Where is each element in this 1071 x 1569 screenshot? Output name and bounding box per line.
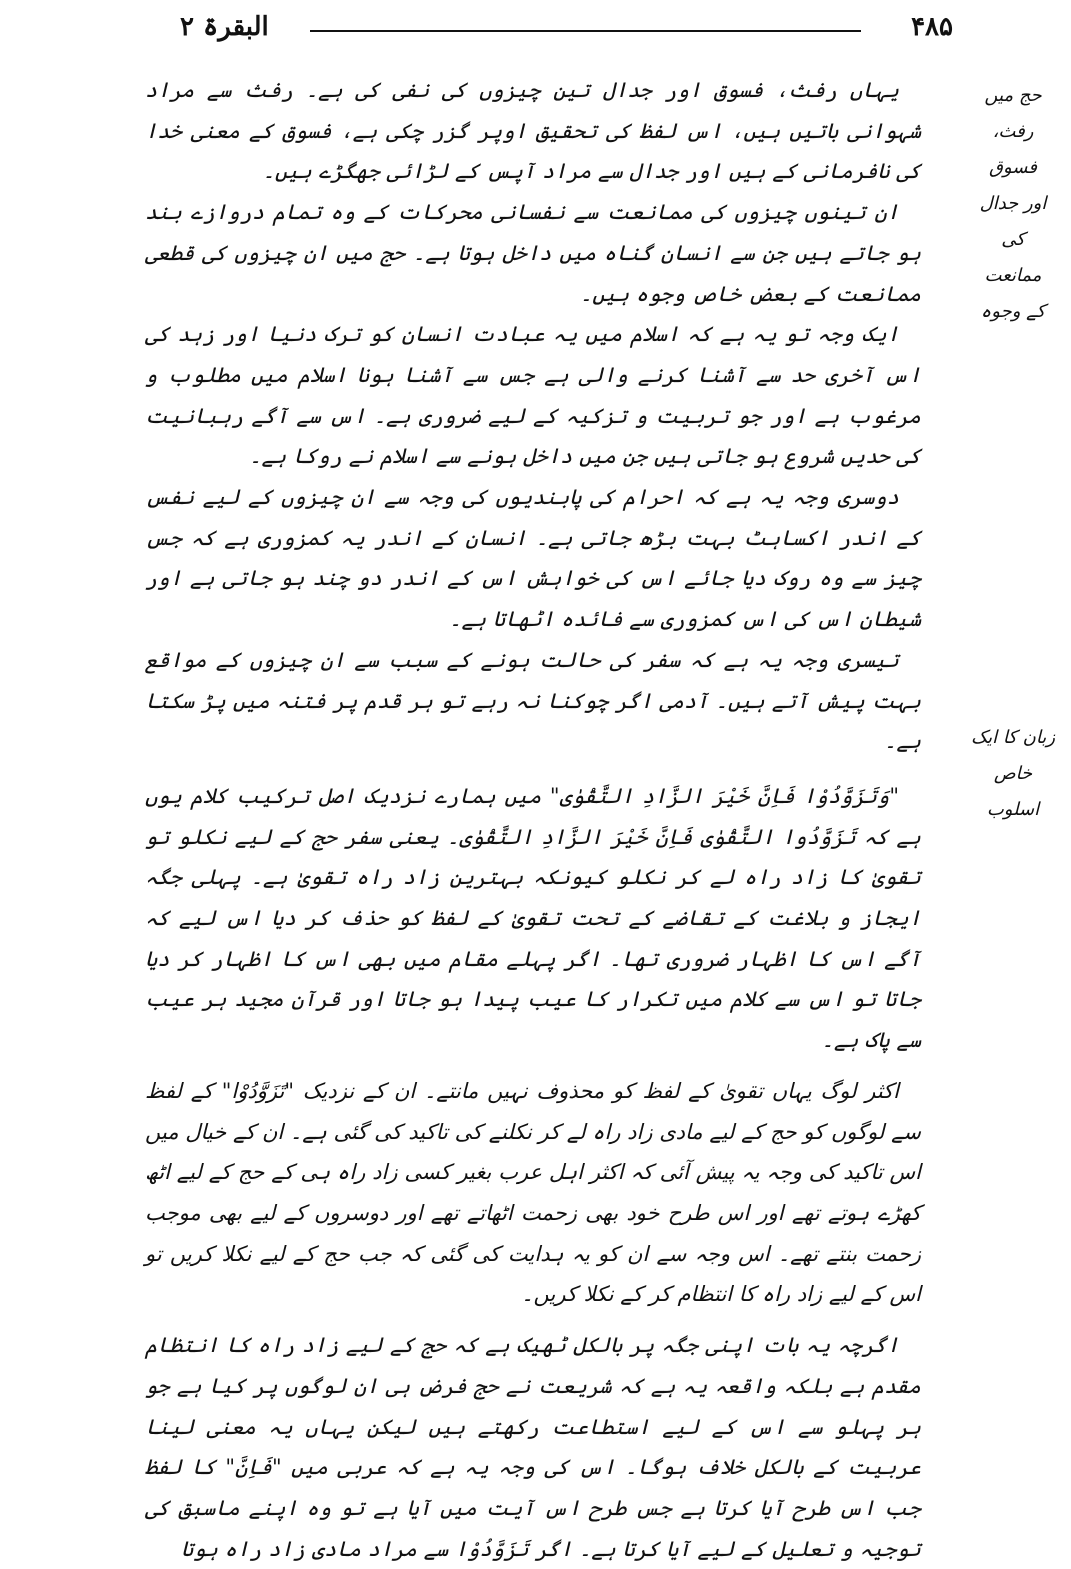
paragraph: "وَتَزَوَّدُوْا فَاِنَّ خَيْرَ الزَّادِ التَّقْوٰى" میں ہمارے نزدیک اصل ترکیب کلام یوں ہے کہ تَزَوَّدُوا التَّقْوٰى فَاِنَّ خَيْرَ الزَّادِ التَّقْوٰى۔ یعنی سفر حج کے لیے نکلو تو تقویٰ کا زاد راہ لے کر نکلو کیونکہ بہترین زاد راہ تقویٰ ہے۔ پہلی جگہ ایجاز و بلاغت کے تقاضے کے تحت تقویٰ کے لفظ کو حذف کر دیا اس لیے کہ آگے اس کا اظہار ضروری تھا۔ اگر پہلے مقام میں بھی اس کا اظہار کر دیا جاتا تو اس سے کلام میں تکرار کا عیب پیدا ہو جاتا اور قرآن مجید ہر عیب سے پاک ہے۔: [145, 783, 921, 1053]
margin-note-line: کے وجوہ: [980, 301, 1046, 322]
paragraph: اکثر لوگ یہاں تقویٰ کے لفظ کو محذوف نہیں مانتے۔ ان کے نزدیک "تَزَوَّدُوْا" کے لفظ سے لوگوں کو حج کے لیے مادی زاد راہ لے کر نکلنے کی تاکید کی گئی ہے۔ ان کے خیال میں اس تاکید کی وجہ یہ پیش آئی کہ اکثر اہل عرب بغیر کسی زاد راہ ہی کے حج کے لیے اٹھ کھڑے ہوتے تھے اور اس طرح خود بھی زحمت اٹھاتے تھے اور دوسروں کے لیے بھی موجب زحمت بنتے تھے۔ اس وجہ سے ان کو یہ ہدایت کی گئی کہ جب حج کے لیے نکلا کریں تو اس کے لیے زاد راہ کا انتظام کر کے نکلا کریں۔: [145, 1078, 921, 1307]
margin-note-style: [967, 720, 1059, 828]
margin-note-line: رفث، فسوق: [989, 121, 1037, 178]
page-header: [40, 8, 1031, 44]
margin-note-line: زبان کا ایک: [970, 727, 1056, 748]
header-rule: [310, 30, 861, 32]
margin-note-hajj: [967, 78, 1059, 330]
page-number: ۴۸۵: [911, 12, 953, 42]
margin-note-line: حج میں: [984, 85, 1042, 106]
margin-note-line: ممانعت: [984, 265, 1042, 286]
paragraph: تیسری وجہ یہ ہے کہ سفر کی حالت ہونے کے سبب سے ان چیزوں کے مواقع بہت پیش آتے ہیں۔ آدمی اگر چوکنا نہ رہے تو ہر قدم پر فتنہ میں پڑ سکتا ہے۔: [145, 647, 921, 754]
paragraph: اگرچہ یہ بات اپنی جگہ پر بالکل ٹھیک ہے کہ حج کے لیے زاد راہ کا انتظام مقدم ہے بلکہ واقعہ یہ ہے کہ شریعت نے حج فرض ہی ان لوگوں پر کیا ہے جو ہر پہلو سے اس کے لیے استطاعت رکھتے ہیں لیکن یہاں یہ معنی لینا عربیت کے بالکل خلاف ہوگا۔ اس کی وجہ یہ ہے کہ عربی میں "فَاِنَّ" کا لفظ جب اس طرح آیا کرتا ہے جس طرح اس آیت میں آیا ہے تو وہ اپنے ماسبق کی توجیہ و تعلیل کے لیے آیا کرتا ہے۔ اگر تَزَوَّدُوْا سے مراد مادی زاد راہ ہوتا: [145, 1333, 921, 1561]
surah-title: البقرۃ ۲: [180, 12, 269, 42]
paragraph: یہاں رفث، فسوق اور جدال تین چیزوں کی نفی کی ہے۔ رفث سے مراد شہوانی باتیں ہیں، اس لفظ کی تحقیق اوپر گزر چکی ہے، فسوق کے معنی خدا کی نافرمانی کے ہیں اور جدال سے مراد آپس کے لڑائی جھگڑے ہیں۔: [145, 78, 921, 184]
paragraph: دوسری وجہ یہ ہے کہ احرام کی پابندیوں کی وجہ سے ان چیزوں کے لیے نفس کے اندر اکساہٹ بہت بڑھ جاتی ہے۔ انسان کے اندر یہ کمزوری ہے کہ جس چیز سے وہ روک دیا جائے اس کی خواہش اس کے اندر دو چند ہو جاتی ہے اور شیطان اس کی اس کمزوری سے فائدہ اٹھاتا ہے۔: [145, 485, 921, 632]
margin-note-line: خاص اسلوب: [986, 763, 1040, 820]
paragraph: ایک وجہ تو یہ ہے کہ اسلام میں یہ عبادت انسان کو ترک دنیا اور زہد کی اس آخری حد سے آشنا کرنے والی ہے جس سے آشنا ہونا اسلام میں مطلوب و مرغوب ہے اور جو تربیت و تزکیہ کے لیے ضروری ہے۔ اس سے آگے رہبانیت کی حدیں شروع ہو جاتی ہیں جن میں داخل ہونے سے اسلام نے روکا ہے۔: [145, 322, 921, 469]
margin-note-line: اور جدال کی: [979, 193, 1047, 250]
paragraph: ان تینوں چیزوں کی ممانعت سے نفسانی محرکات کے وہ تمام دروازے بند ہو جاتے ہیں جن سے انسان گناہ میں داخل ہوتا ہے۔ حج میں ان چیزوں کی قطعی ممانعت کے بعض خاص وجوہ ہیں۔: [145, 200, 921, 306]
body-text: [145, 70, 921, 1569]
